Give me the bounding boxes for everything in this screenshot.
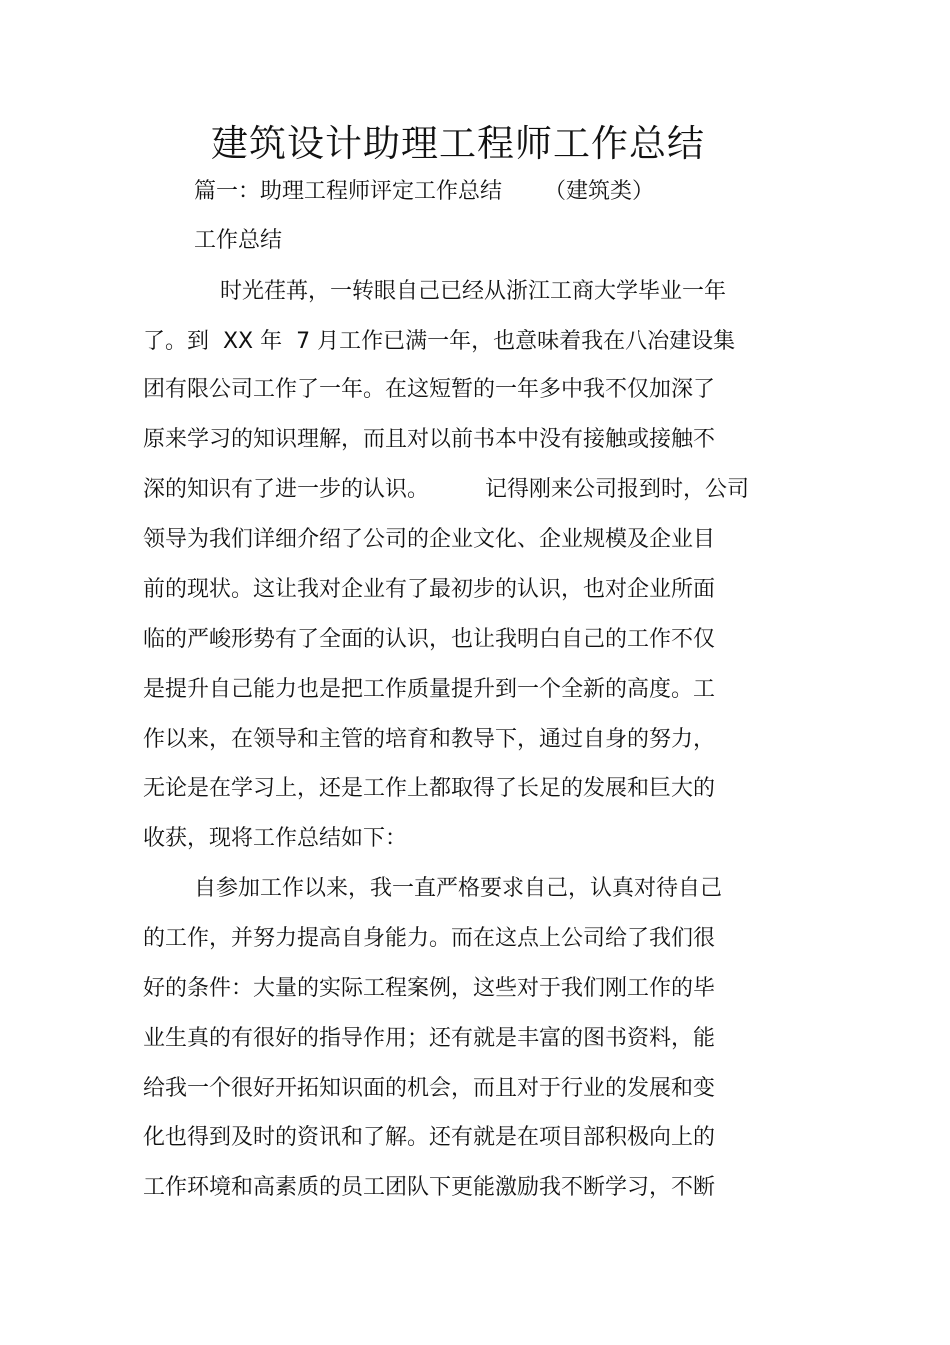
paragraph-line: 自参加工作以来，我一直严格要求自己，认真对待自己 (194, 876, 723, 901)
paragraph-line: 好的条件：大量的实际工程案例，这些对于我们刚工作的毕 (143, 976, 716, 1001)
paragraph-line: 业生真的有很好的指导作用；还有就是丰富的图书资料，能 (143, 1026, 716, 1051)
paragraph-line: 收获，现将工作总结如下： (143, 826, 408, 851)
paragraph-line: 的工作，并努力提高自身能力。而在这点上公司给了我们很 (143, 926, 716, 951)
document-title: 建筑设计助理工程师工作总结 (211, 122, 705, 165)
paragraph-line: 深的知识有了进一步的认识。 记得刚来公司报到时，公司 (143, 477, 749, 502)
paragraph-line: 原来学习的知识理解，而且对以前书本中没有接触或接触不 (143, 427, 716, 452)
paragraph-line: 是提升自己能力也是把工作质量提升到一个全新的高度。工 (143, 677, 716, 702)
paragraph-line: 了。到 XX 年 7 月工作已满一年，也意味着我在八冶建设集 (143, 329, 736, 354)
paragraph-line: 给我一个很好开拓知识面的机会，而且对于行业的发展和变 (143, 1076, 716, 1101)
paragraph-line: 工作环境和高素质的员工团队下更能激励我不断学习，不断 (143, 1175, 716, 1200)
paragraph-line: 前的现状。这让我对企业有了最初步的认识，也对企业所面 (143, 577, 716, 602)
paragraph-line: 作以来，在领导和主管的培育和教导下，通过自身的努力， (143, 727, 716, 752)
paragraph-line: 团有限公司工作了一年。在这短暂的一年多中我不仅加深了 (143, 377, 716, 402)
paragraph-line: 化也得到及时的资讯和了解。还有就是在项目部积极向上的 (143, 1125, 716, 1150)
paragraph-line: 时光荏苒，一转眼自己已经从浙江工商大学毕业一年 (220, 279, 727, 304)
paragraph-line: 临的严峻形势有了全面的认识，也让我明白自己的工作不仅 (143, 627, 716, 652)
document-subtitle: 篇一：助理工程师评定工作总结 （建筑类） (194, 179, 654, 204)
paragraph-line: 领导为我们详细介绍了公司的企业文化、企业规模及企业目 (143, 527, 716, 552)
section-heading: 工作总结 (194, 228, 283, 253)
paragraph-line: 无论是在学习上，还是工作上都取得了长足的发展和巨大的 (143, 776, 716, 801)
